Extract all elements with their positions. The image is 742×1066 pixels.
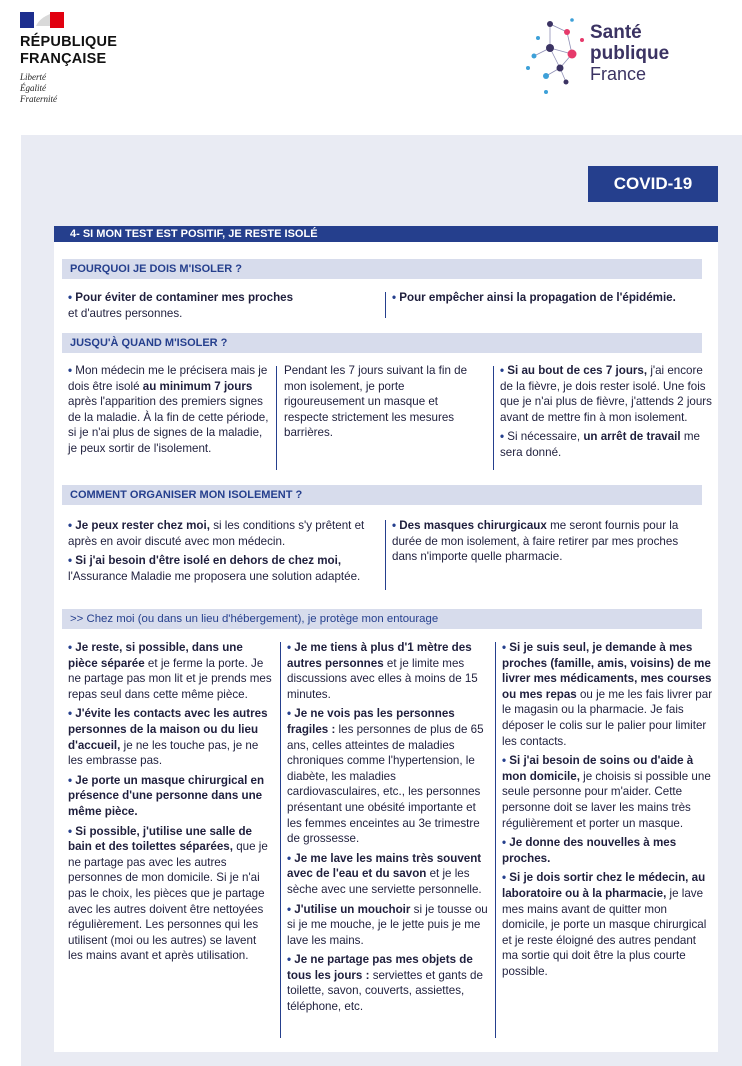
divider bbox=[385, 520, 386, 590]
list-item: • Je reste, si possible, dans une pièce séparée et je ferme la porte. Je ne partage pas mon lit et je prends mes repas seul dans cette même pièce. bbox=[68, 641, 272, 701]
list-item: • Je porte un masque chirurgical en présence d'une personne dans une même pièce. bbox=[68, 773, 265, 818]
list-item: • J'utilise un mouchoir si je tousse ou si je me mouche, je le jette puis je me lave les mains. bbox=[287, 902, 488, 947]
q2-col3: • Si au bout de ces 7 jours, j'ai encore de la fièvre, je dois rester isolé. Une fois que je n'ai plus de fièvre, j'attends 2 jours avant de mettre fin à mon isolement. • Si nécessaire, un arrêt de travail me sera donné. bbox=[500, 364, 712, 459]
sante-publique-france-logo bbox=[520, 10, 720, 110]
list-item: • Si j'ai besoin de soins ou d'aide à mon domicile, je choisis si possible une seule personne pour m'aider. Cette personne doit se laver les mains très régulièrement et porter un masque. bbox=[502, 754, 711, 830]
q2-heading: JUSQU'À QUAND M'ISOLER ? bbox=[62, 333, 702, 353]
q1-right: • Pour empêcher ainsi la propagation de l'épidémie. bbox=[392, 291, 676, 304]
spf-molecule-icon bbox=[520, 10, 590, 102]
divider bbox=[385, 292, 386, 318]
list-item: • Si je dois sortir chez le médecin, au laboratoire ou à la pharmacie, je lave mes mains avant de quitter mon domicile, je porte un masque chirurgical et je reste éloigné des autres pendant ma sortie qui doit être la plus courte possible. bbox=[502, 871, 707, 978]
list-item: • Je me lave les mains très souvent avec de l'eau et du savon et je les sèche avec une serviette personnelle. bbox=[287, 851, 482, 896]
list-item: • Je donne des nouvelles à mes proches. bbox=[502, 836, 677, 865]
rf-motto: Liberté Égalité Fraternité bbox=[20, 72, 57, 104]
divider bbox=[280, 642, 281, 1038]
rf-name: RÉPUBLIQUE FRANÇAISE bbox=[20, 34, 118, 67]
covid-badge: COVID-19 bbox=[588, 166, 718, 202]
list-item: • Si je suis seul, je demande à mes proches (famille, amis, voisins) de me livrer mes médicaments, mes courses ou mes repas ou je me les fais livrer par le magasin ou la pharmacie. Je fais déposer le colis sur le palier pour limiter les contacts. bbox=[502, 641, 713, 748]
q2-col1: • Mon médecin me le précisera mais je dois être isolé au minimum 7 jours après l'apparition des premiers signes de la maladie. À la fin de cette période, si je n'ai plus de signes de la maladie, je peux sortir de l'isolement. bbox=[68, 364, 269, 455]
spf-wordmark: Santé publique France bbox=[590, 22, 670, 84]
list-item: • Je ne vois pas les personnes fragiles : les personnes de plus de 65 ans, celles atteintes de maladies chroniques comme l'hypertension, le diabète, les maladies cardiovasculaires, etc., les personnes présentant une obésité importante et les femmes enceintes au 3e trimestre de grossesse. bbox=[287, 707, 484, 846]
divider bbox=[493, 366, 494, 470]
q4-col1 bbox=[68, 640, 274, 968]
q3-left: • Je peux rester chez moi, si les conditions s'y prêtent et après en avoir discuté avec mon médecin. • Si j'ai besoin d'être isolé en dehors de chez moi, l'Assurance Maladie me proposera une solution adaptée. bbox=[68, 519, 365, 583]
q4-col3 bbox=[502, 640, 714, 983]
list-item: • Je me tiens à plus d'1 mètre des autres personnes et je limite mes discussions avec elles à moins de 15 minutes. bbox=[287, 641, 478, 701]
q3-heading: COMMENT ORGANISER MON ISOLEMENT ? bbox=[62, 485, 702, 505]
q2-col2: Pendant les 7 jours suivant la fin de mon isolement, je porte rigoureusement un masque et respecte strictement les mesures barrières. bbox=[284, 364, 468, 440]
list-item: • Si possible, j'utilise une salle de bain et des toilettes séparées, que je ne partage pas avec les autres personnes de mon domicile. Si je n'ai pas le choix, les pièces que je partage avec les autres doivent être nettoyées régulièrement. Les personnes qui les utilisent (moi ou les autres) se lavent les mains avant et après utilisation. bbox=[68, 824, 268, 963]
marianne-flag-icon bbox=[20, 12, 64, 28]
q4-heading: >> Chez moi (ou dans un lieu d'hébergement), je protège mon entourage bbox=[62, 609, 702, 629]
q1-left: • Pour éviter de contaminer mes proches et d'autres personnes. bbox=[68, 291, 294, 320]
q4-col2 bbox=[287, 640, 489, 1019]
divider bbox=[276, 366, 277, 470]
list-item: • Je ne partage pas mes objets de tous les jours : serviettes et gants de toilette, savon, couverts, assiettes, téléphone, etc. bbox=[287, 953, 483, 1014]
divider bbox=[495, 642, 496, 1038]
list-item: • J'évite les contacts avec les autres personnes de la maison ou du lieu d'accueil, je ne les touche pas, je ne les embrasse pas. bbox=[68, 707, 268, 768]
q3-right: • Des masques chirurgicaux me seront fournis pour la durée de mon isolement, à faire retirer par mes proches dans n'importe quelle pharmacie. bbox=[392, 519, 679, 564]
q1-heading: POURQUOI JE DOIS M'ISOLER ? bbox=[62, 259, 702, 279]
section-title: 4- SI MON TEST EST POSITIF, JE RESTE ISOLÉ bbox=[54, 226, 718, 242]
